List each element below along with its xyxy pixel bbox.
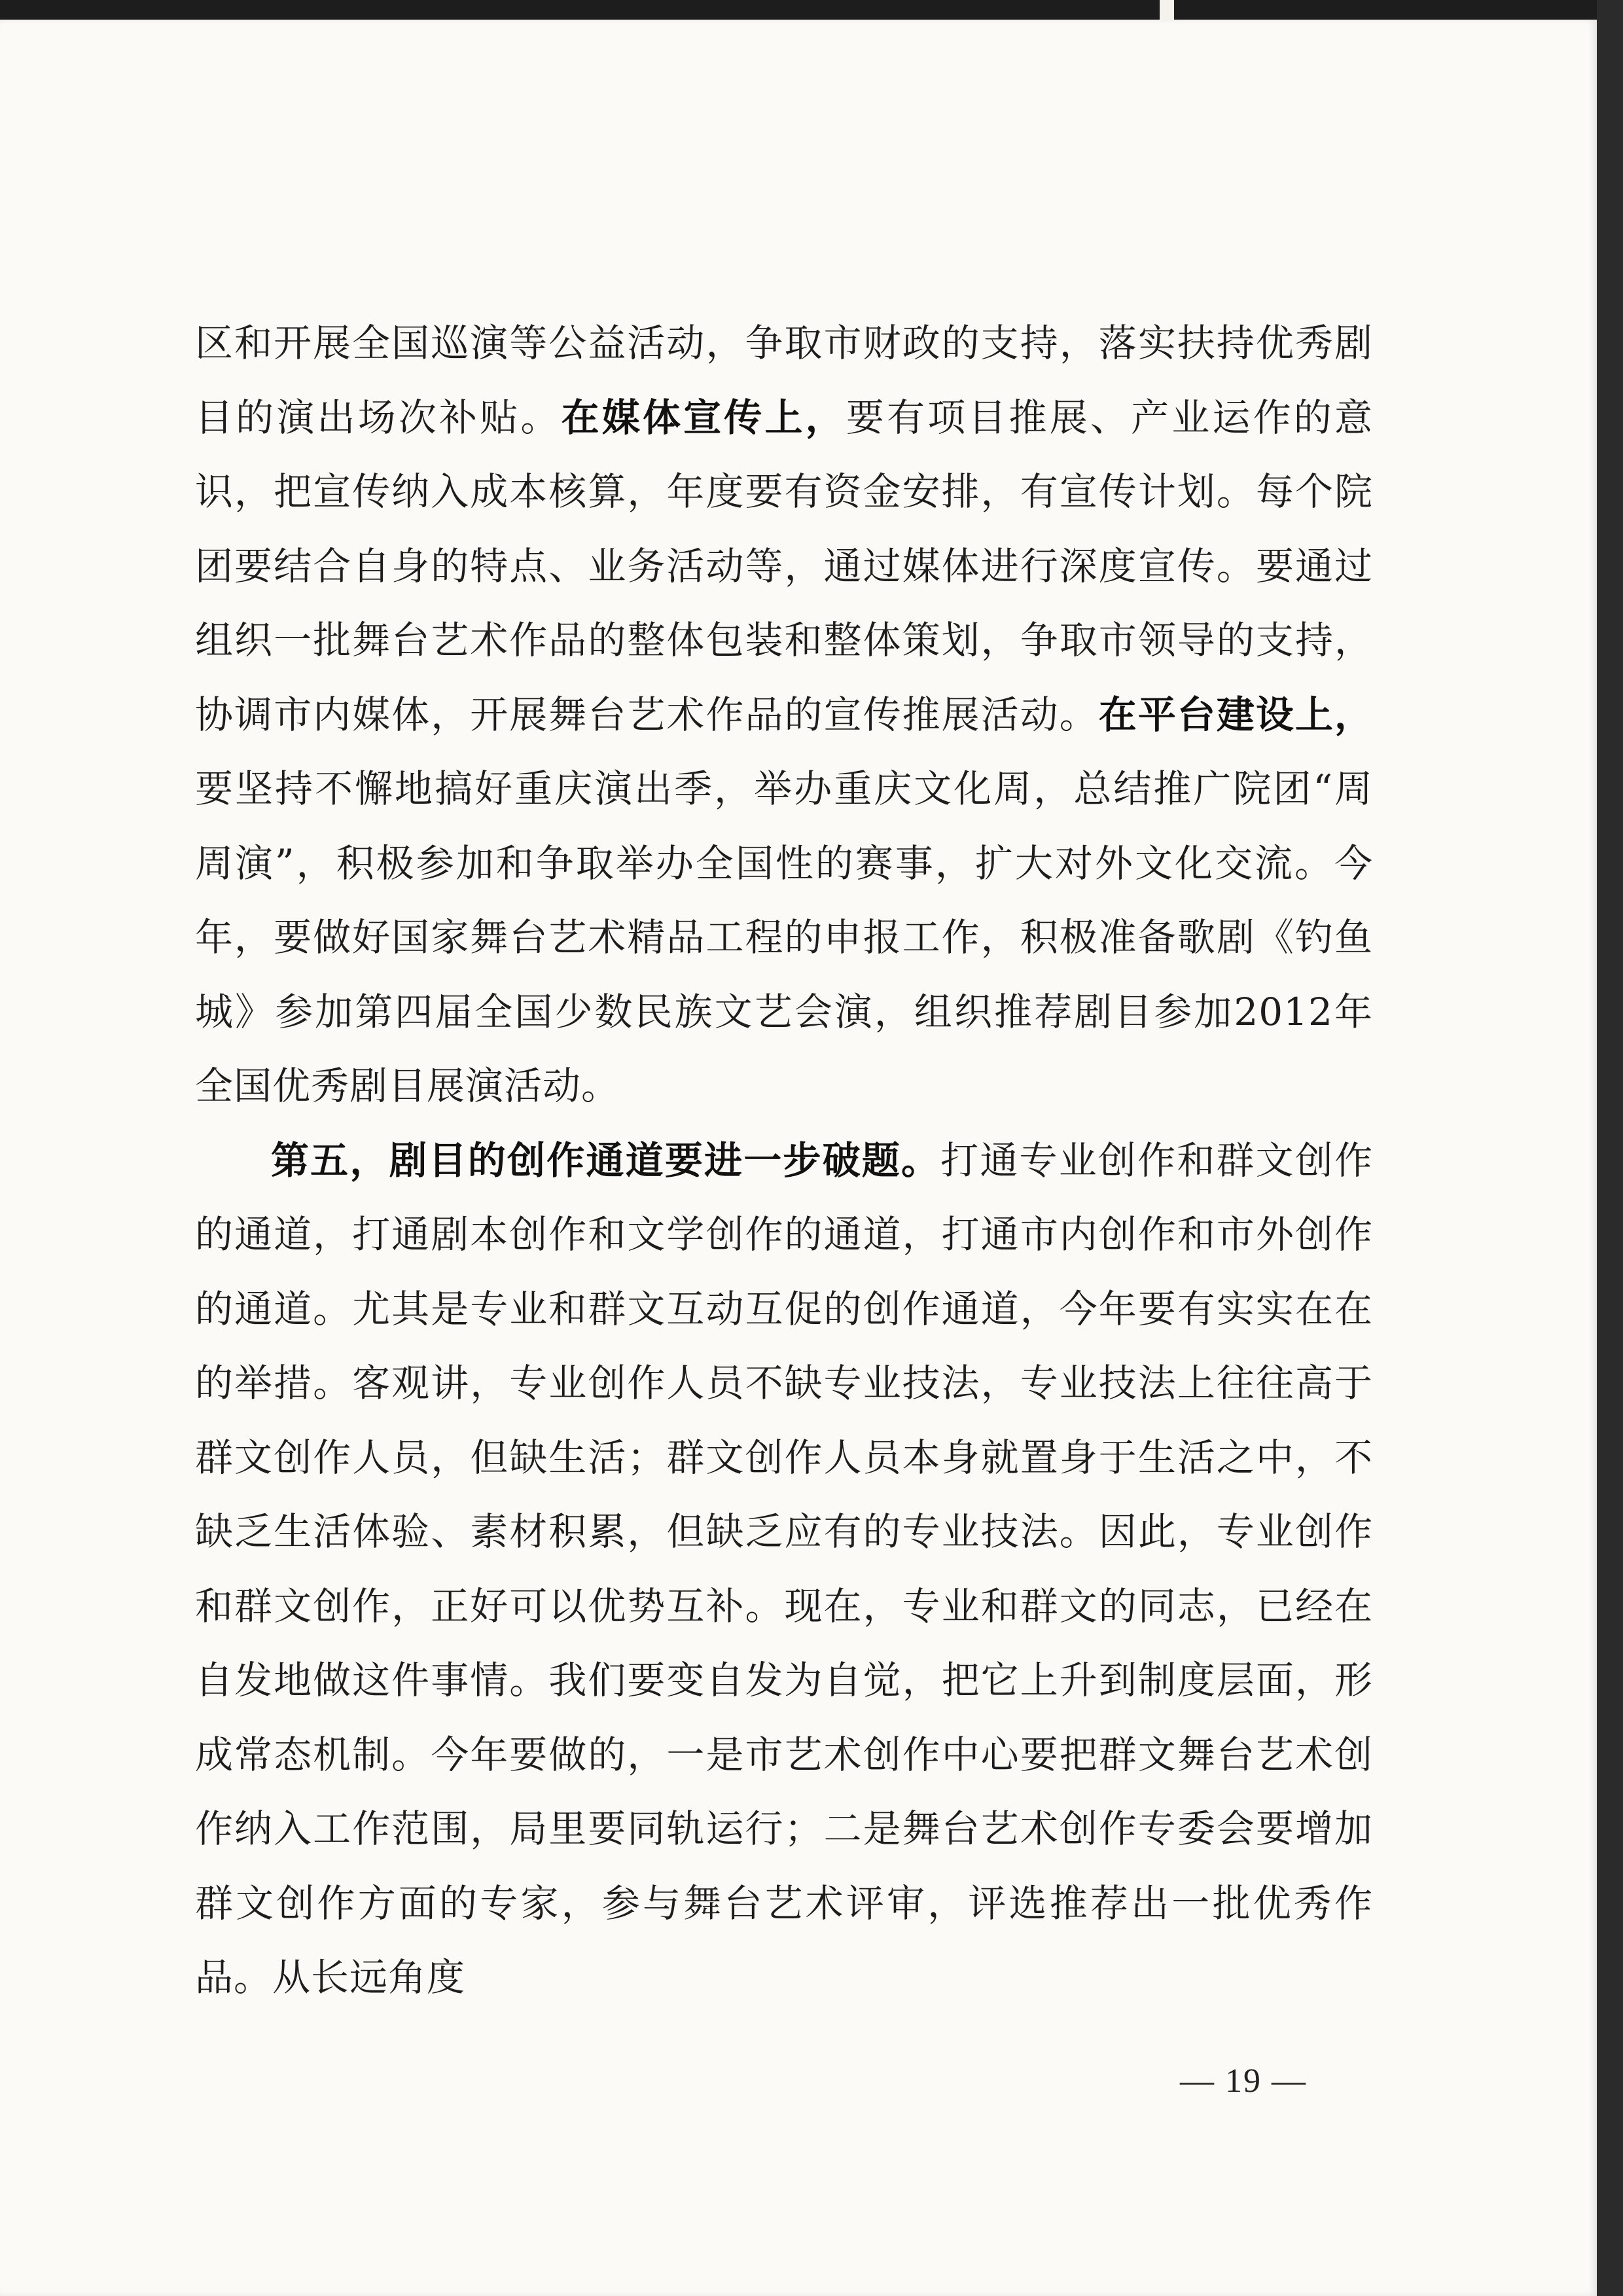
text-segment: 打通专业创作和群文创作的通道，打通剧本创作和文学创作的通道，打通市内创作和市外创作的通道。尤其是专业和群文互动互促的创作通道，今年要有实实在在的举措。客观讲，专业创作人员不缺专业技法，专业技法上往往高于群文创作人员，但缺生活；群文创作人员本身就置身于生活之中，不缺乏生活体验、素材积累，但缺乏应有的专业技法。因此，专业创作和群文创作，正好可以优势互补。现在，专业和群文的同志，已经在自发地做这件事情。我们要变自发为自觉，把它上升到制度层面，形成常态机制。今年要做的，一是市艺术创作中心要把群文舞台艺术创作纳入工作范围，局里要同轨运行；二是舞台艺术创作专委会要增加群文创作方面的专家，参与舞台艺术评审，评选推荐出一批优秀作品。从长远角度 (195, 1138, 1373, 2000)
text-segment: 区和开展全国巡演等公益活动，争取市财政的支持，落实扶持优秀剧目的演出场次补贴。 (195, 321, 1373, 440)
paragraph-2 (195, 1124, 1373, 2015)
bold-heading-platform: 在平台建设上， (1098, 692, 1373, 737)
bold-heading-media: 在媒体宣传上， (561, 395, 846, 440)
scan-top-border (0, 0, 1623, 22)
text-segment: 要有项目推展、产业运作的意识，把宣传纳入成本核算，年度要有资金安排，有宣传计划。每个院团要结合自身的特点、业务活动等，通过媒体进行深度宣传。要通过组织一批舞台艺术作品的整体包装和整体策划，争取市领导的支持，协调市内媒体，开展舞台艺术作品的宣传推展活动。 (195, 395, 1373, 737)
scan-right-border (1597, 0, 1623, 2296)
page-number: — 19 — (1180, 2062, 1307, 2100)
scan-edge-notch (1160, 0, 1174, 22)
body-text (195, 306, 1373, 2015)
text-segment: 要坚持不懈地搞好重庆演出季，举办重庆文化周，总结推广院团“周周演”，积极参加和争取举办全国性的赛事，扩大对外文化交流。今年，要做好国家舞台艺术精品工程的申报工作，积极准备歌剧《钓鱼城》参加第四届全国少数民族文艺会演，组织推荐剧目参加2012年全国优秀剧目展演活动。 (195, 766, 1373, 1108)
paragraph-1 (195, 306, 1373, 1124)
bold-heading-fifth: 第五，剧目的创作通道要进一步破题。 (271, 1138, 941, 1183)
